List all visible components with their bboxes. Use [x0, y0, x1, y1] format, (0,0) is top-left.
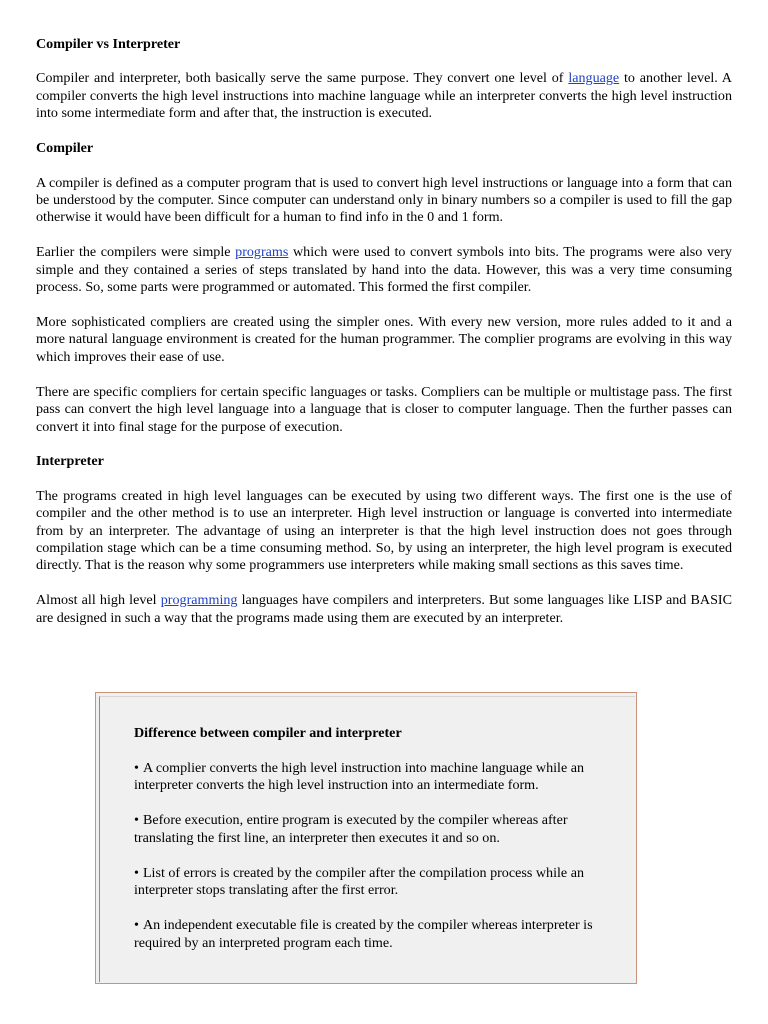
interpreter-p2-before: Almost all high level: [36, 592, 161, 609]
compiler-p2-before: Earlier the compilers were simple: [36, 244, 236, 261]
difference-item-text: Before execution, entire program is executed by the compiler whereas after translating the first line, an interpreter then executes it and so on.: [134, 812, 568, 846]
bullet-icon: •: [134, 864, 139, 881]
compiler-p2-after: which were used to convert symbols into bits. The programs were also very simple and they contained a series of steps translated by hand into the data. However, this was a very time consuming process. So, some parts were programmed or automated. This formed the first compiler.: [36, 244, 732, 296]
difference-box-title: Difference between compiler and interpreter: [134, 725, 402, 741]
bullet-icon: •: [134, 917, 139, 933]
difference-item-text: A complier converts the high level instruction into machine language while an interpreter converts the high level instruction into an intermediate form.: [134, 759, 585, 793]
difference-item: [134, 865, 630, 900]
compiler-paragraph-1: A compiler is defined as a computer program that is used to convert high level instructions or language into a form that can be understood by the computer. Since computer can understand only in binary numbers so a compiler is used to fill the gap otherwise it would have been difficult for a human to find info in the 0 and 1 form.: [36, 174, 732, 226]
difference-box: [95, 692, 637, 984]
programs-link[interactable]: programs: [235, 244, 289, 261]
compiler-paragraph-3: More sophisticated compliers are created using the simpler ones. With every new version, more rules added to it and a more natural language environment is created for the human programmer. The complier programs are evolving in this way which improves their ease of use.: [36, 313, 732, 365]
bullet-icon: •: [134, 812, 139, 828]
document-body: [36, 36, 732, 645]
document-title: Compiler vs Interpreter: [36, 36, 181, 52]
difference-item: [134, 812, 630, 847]
compiler-paragraph-4: There are specific compliers for certain specific languages or tasks. Compliers can be multiple or multistage pass. The first pass can convert the high level language into a language that is closer to computer language. Then the further passes can convert it into final stage for the purpose of execution.: [36, 383, 732, 435]
difference-item: [134, 760, 630, 795]
difference-item-text: List of errors is created by the compiler after the compilation process while an interpreter stops translating after the first error.: [134, 864, 584, 898]
difference-item: [134, 917, 630, 952]
programming-link[interactable]: programming: [160, 592, 238, 609]
interpreter-paragraph-2: [36, 592, 732, 627]
difference-box-content: [134, 725, 630, 970]
interpreter-paragraph-1: The programs created in high level languages can be executed by using two different ways. The first one is the use of compiler and the other method is to use an interpreter. High level instruction or language is converted into intermediate from by an interpreter. The advantage of using an interpreter is that the high level instruction does not goes through compilation stage which can be a time consuming method. So, by using an interpreter, the high level program is executed directly. That is the reason why some programmers use interpreters while making small sections as this saves time.: [36, 487, 732, 574]
interpreter-p2-after: languages have compilers and interpreters. But some languages like LISP and BASIC are designed in such a way that the programs made using them are executed by an interpreter.: [36, 592, 733, 626]
intro-paragraph: [36, 70, 732, 122]
bullet-icon: •: [134, 759, 139, 776]
intro-text-before: Compiler and interpreter, both basically serve the same purpose. They convert one level of: [36, 70, 569, 87]
difference-item-text: An independent executable file is created by the compiler whereas interpreter is required by an interpreted program each time.: [134, 917, 593, 951]
language-link[interactable]: language: [568, 70, 620, 87]
interpreter-heading: Interpreter: [36, 453, 104, 470]
compiler-heading: Compiler: [36, 140, 94, 157]
compiler-paragraph-2: [36, 244, 732, 296]
intro-text-after: to another level. A compiler converts the high level instructions into machine language while an interpreter converts the high level instruction into some intermediate form and after that, the instruction is executed.: [36, 70, 732, 122]
